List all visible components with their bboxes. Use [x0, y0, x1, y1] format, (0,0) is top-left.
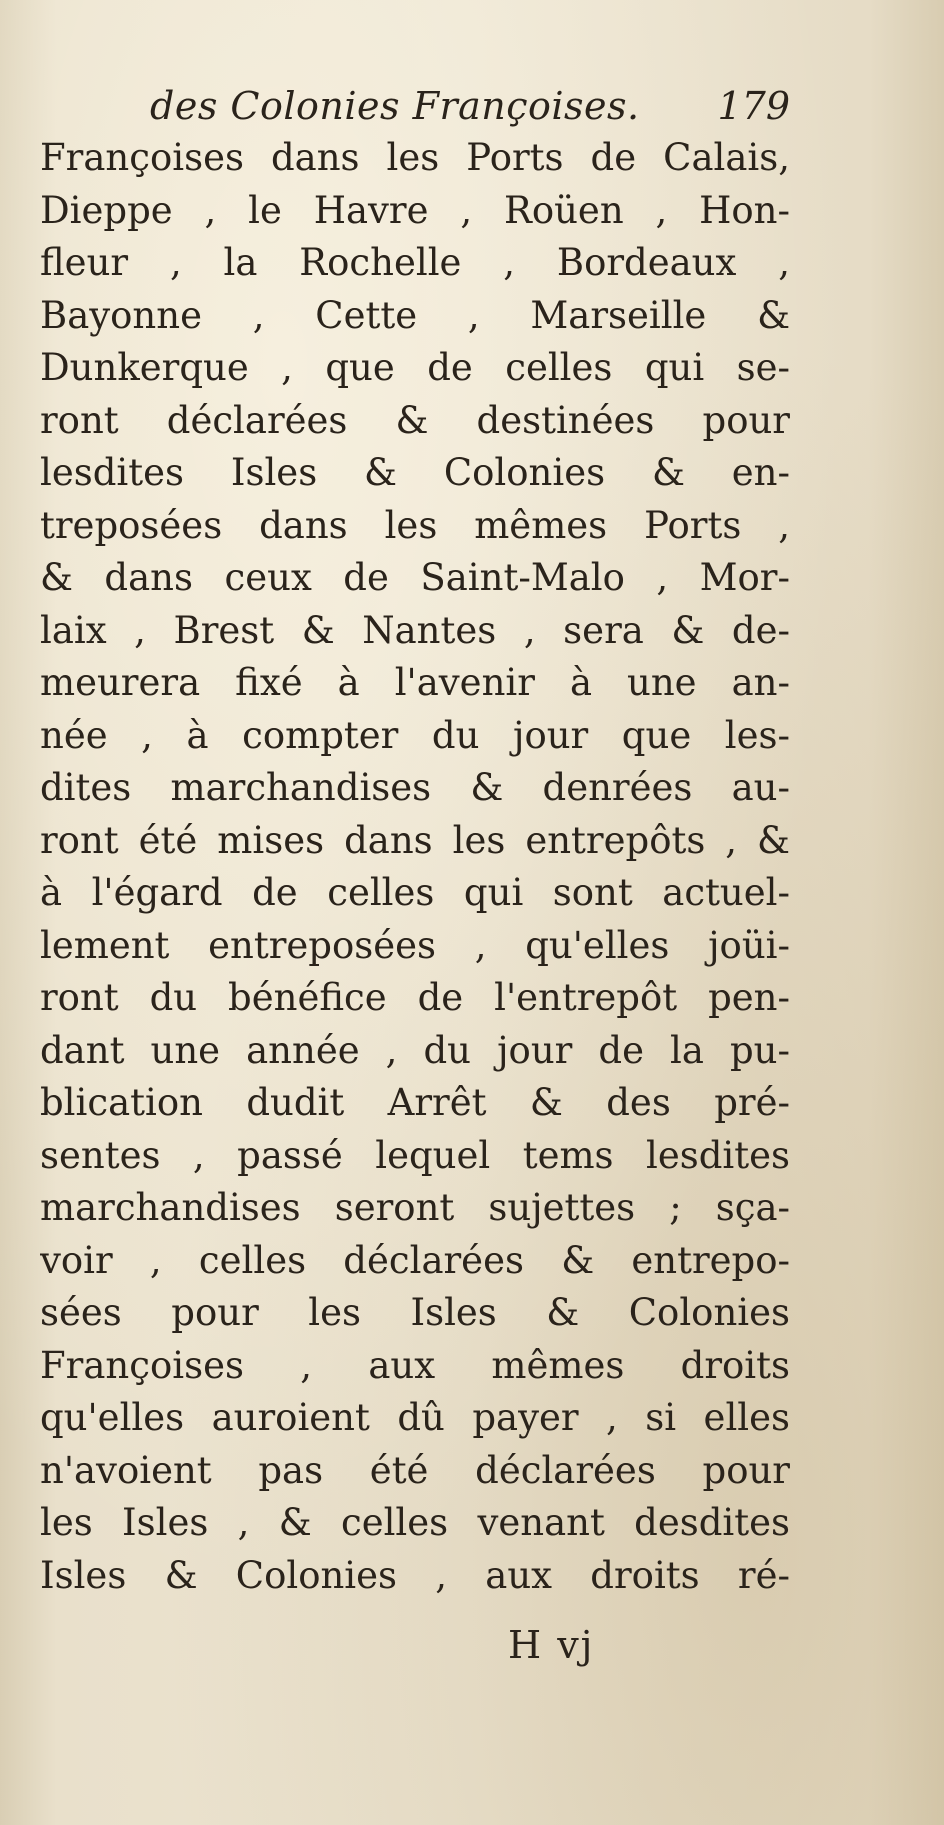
- text-line: dant une année , du jour de la pu-: [40, 1028, 790, 1072]
- running-title: des Colonies Françoises.: [150, 84, 640, 128]
- text-line: à l'égard de celles qui sont actuel-: [40, 871, 790, 914]
- text-line: laix , Brest & Nantes , sera & de-: [40, 608, 790, 652]
- text-line: lesdites Isles & Colonies & en-: [40, 451, 790, 494]
- text-line: marchandises seront sujettes ; sça-: [40, 1186, 790, 1229]
- text-line: Françoises , aux mêmes droits: [40, 1343, 790, 1387]
- text-line: lement entreposées , qu'elles joüi-: [40, 923, 790, 967]
- page-number: 179: [717, 84, 790, 128]
- text-line: ront du bénéfice de l'entrepôt pen-: [40, 976, 790, 1019]
- text-line: qu'elles auroient dû payer , si elles: [40, 1396, 790, 1439]
- text-line: n'avoient pas été déclarées pour: [40, 1448, 790, 1492]
- text-line: Dieppe , le Havre , Roüen , Hon-: [40, 188, 790, 232]
- text-line: dites marchandises & denrées au-: [40, 766, 790, 809]
- body-text: [40, 132, 790, 1602]
- text-line: treposées dans les mêmes Ports ,: [40, 503, 790, 547]
- text-line: Dunkerque , que de celles qui se-: [40, 346, 790, 389]
- text-line: fleur , la Rochelle , Bordeaux ,: [40, 241, 790, 284]
- text-line: ront déclarées & destinées pour: [40, 398, 790, 442]
- text-line: Bayonne , Cette , Marseille &: [40, 293, 790, 337]
- text-line: meurera fixé à l'avenir à une an-: [40, 661, 790, 704]
- text-line: Françoises dans les Ports de Calais,: [40, 136, 790, 179]
- text-line: voir , celles déclarées & entrepo-: [40, 1238, 790, 1282]
- text-line: née , à compter du jour que les-: [40, 713, 790, 757]
- text-line: sentes , passé lequel tems lesdites: [40, 1133, 790, 1177]
- text-line: & dans ceux de Saint-Malo , Mor-: [40, 556, 790, 599]
- signature-mark: H vj: [508, 1623, 595, 1667]
- text-line: blication dudit Arrêt & des pré-: [40, 1081, 790, 1124]
- page-header: [150, 78, 790, 138]
- text-line: sées pour les Isles & Colonies: [40, 1291, 790, 1334]
- text-line: ront été mises dans les entrepôts , &: [40, 818, 790, 862]
- text-line: Isles & Colonies , aux droits ré-: [40, 1553, 790, 1597]
- text-line: les Isles , & celles venant desdites: [40, 1501, 790, 1544]
